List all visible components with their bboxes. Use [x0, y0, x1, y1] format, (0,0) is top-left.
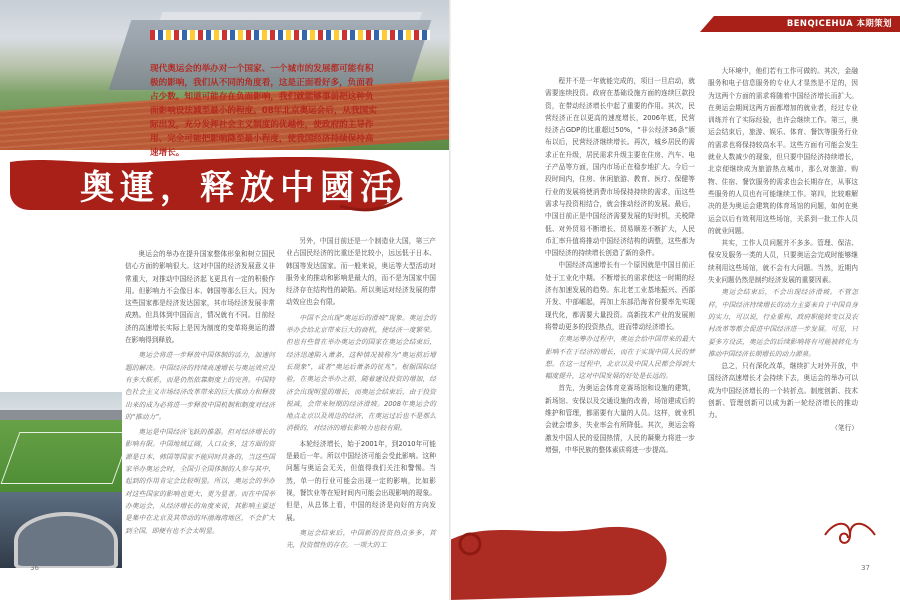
dome-photo: [0, 492, 122, 568]
page-number-left: 36: [30, 564, 39, 572]
paragraph: 奥运会结束后，不会出现经济滑坡。不管怎样，中国经济持续增长的动力主要来自于中国自身的实力，可以说，行业重构、政府职能转变以及农村改革等都会促进中国经济进一步发展。可见，只要多方设法，奥运会的后续影响将有可能被转化为推动中国经济长期增长的动力源泉。: [708, 288, 858, 358]
red-swoosh-decoration: [450, 500, 670, 600]
paragraph: 奥运会结束后，中国新的投资热点多多，首先，投资惯性的存在。一项大的工: [286, 528, 436, 550]
right-column-1: [545, 75, 695, 456]
left-column-2: [286, 232, 436, 551]
page-spine: [449, 0, 451, 600]
paragraph: 程并不是一年就能完成的，项目一旦启动，就需要连续投资。政府在基础设施方面的连续巨款投资，在带动经济增长中起了重要的作用。其次，民营经济正在以更高的速度增长，2006年底，民营经济占GDP的比重超过50%，“非公经济36条”颁布以后，民营经济继续增长。再次，城乡居民的需求正在升级，居民需求升级主要在住房、汽车、电子产品等方面，国内市场正在稳步地扩大。今后一段时间内，住房、休闲旅游、教育、医疗、保健等行业的发展将使消费市场保持持续的需求，而这些需求与投资相结合，就会推动经济的发展。最后，中国目前正是中国经济需要发展的好时机，关税降低、对外贸易不断增长、贸易顺差不断扩大，人民币汇率升值将推动中国经济结构的调整，这些都为中国经济的持续增长创造了新的条件。: [545, 77, 695, 258]
field-photo: [0, 392, 122, 492]
page-number-right: 37: [861, 564, 870, 572]
paragraph: 奥运会的举办在提升国家整体形象和树立国民信心方面的影响很大。这对中国的经济发展意义非常重大，对推动中国经济起飞更具有一定的积极作用。但影响力不会像日本、韩国等那么巨大。因为这些国家都是经济发达国家，其市场经济发展非常成熟。但具体到中国而言，情况就有不同。目前经济的高速增长实际上是因为制度的变革将奥运的潜在影响得到释放。: [125, 250, 275, 345]
paragraph: （笔行）: [831, 423, 858, 432]
article-title: 奥運，释放中國活力: [80, 168, 440, 208]
right-page: [450, 0, 900, 600]
paragraph: 在奥运筹办过程中，奥运会给中国带来的最大影响不在于经济的增长，而在于实现中国人民的梦想。在这一过程中，北京以及中国人民都会得到大幅度提升，这对中国发展的好处是长远的。: [545, 335, 695, 381]
intro-text: 现代奥运会的举办对一个国家、一个城市的发展都可能有积极的影响，我们从不同的角度看，这是正面看好多，负面看占少数。知道可能存在负面影响，我们就能够事前把这种负面影响设法减至最小的程度。08年北京奥运会后，从我国实际出发，充分发挥社会主义制度的优越性，使政府的主导作用、完全可能把影响降至最小程度，使我国经济持续保持高速增长。: [150, 64, 377, 158]
curl-ornament: [820, 520, 880, 550]
paragraph: 其实，工作人员问题并不多多。管理、保洁、保安及服务一类的人员，只要奥运会完成时能够继续利用这些场馆，就不会有大问题。当然，近期内失业问题仍然是制约经济发展的重要因素。: [708, 239, 858, 285]
paragraph: 大环境中，他们若有工作可做的。其次，金融服务和电子信息服务的专业人才显然是不足的，因为这两个方面的需求将随着中国经济增长而扩大。在奥运会期间这两方面都增加的就业者，经过专业训练并有了实际经验，也许会继续工作。第三，奥运会结束后，旅游、娱乐、体育、餐饮等服务行业的需求也将保持较高水平。这些方面有可能会发生就业人数减少的现象，但只要中国经济持续增长，北京便继续成为旅游热点城市，那么对旅游、购物、住宿、餐饮服务的需求也会长期存在，从事这些服务的人员也有可能继续工作。第四，比较难解决的是为奥运会建筑的体育场馆的问题，如何在奥运会以后有效利用这些场馆，关系到一批工作人员的就业问题。: [708, 67, 858, 235]
paragraph: 另外，中国目前还是一个制造业大国，第三产业占国民经济的比重还是比较小，远远低于日本、韩国等发达国家。而一般来说，奥运等大型活动对服务业的推动和影响是最大的，而不是为国家中国经济存在结构性的缺陷。所以奥运对经济发展的带动效应也会有限。: [286, 237, 436, 307]
right-column-2: [708, 65, 858, 434]
paragraph: 奥运会将进一步释放中国体制的活力，加速问题的解决。中国经济的持续高速增长与奥运效应没有多大联系，而是仍然依靠制度上的完善。中国特色社会主义市场经济改革带来的巨大推动力和释放出来的成为必将进一步释放中国机制和制度对经济的“推动力”。: [125, 351, 275, 421]
paragraph: 中国不会出现“奥运后的滑坡”现象。奥运会的举办会给北京带来巨大的商机，使经济一度繁荣。但也有些曾在举办奥运会的国家在奥运会结束后，经济迅速陷入萧条，这种情况被称为“奥运前后增长现象”，或者“奥运后萧条的征兆”。根据国际经验，在奥运会举办之前，随着建设投资的增加，经济会出现明显的增长，而奥运会结束后，由于投资锐减，会带来短期的经济滑坡。2008年奥运会的地点北京以及周边的经济，在奥运过后也不是那么消极的，对经济的增长影响力也较有限。: [286, 313, 436, 433]
paragraph: 奥运是中国经济飞跃的推器。但对经济增长的影响有限。中国地域辽阔，人口众多，这方面的资源是日本、韩国等国家不能同时具备的，当这些国家举办奥运会时，全国引全国体制的人参与其中，起到的作用肯定会比较明显。所以，奥运会的举办对这些国家的影响也更大、更为显著。而在中国举办奥运会，从经济增长的角度来说，其影响主要还是集中在北京及其带动的环渤海湾地区，不会扩大到全国，即便有也不会太明显。: [125, 428, 275, 535]
section-header-label: BENQICEHUA 本期策划: [786, 18, 892, 28]
paragraph: 总之，只有深化改革，继续扩大对外开放，中国经济高速增长才会持续下去，奥运会的举办可以成为中国经济增长的一个转折点。制度创新、技术创新、管理创新可以成为新一轮经济增长的推动力。: [708, 362, 858, 420]
paragraph: 首先，为奥运会体育竞赛场馆和设施的建筑，新场馆、安保以及交通设施的改善，场馆建成后的维护和管理，都需要有大量的人员。这样，就业机会就会增多，失业率会有所降低。其次，奥运会将激发中国人民的爱国热情，人民的凝聚力将进一步增强，中华民族的整体素质将进一步提高。: [545, 384, 695, 454]
left-column-1: [125, 245, 275, 537]
paragraph: 中国经济高速增长有一个原因就是中国目前正处于工业化中期。不断增长的需求使这一时期的经济有加速发展的趋势。东北老工业基地振兴、西部开发、中部崛起，再加上东部沿海省份要率先实现现代化，都需要大量投资。高新技术产业的发展则将带动更多的投资热点，进而带动经济增长。: [545, 261, 695, 331]
paragraph: 本轮经济增长，始于2001年，到2010年可能是最后一年。所以中国经济可能会受此影响。这种问题与奥运会无关，但值得我们关注和警惕。当然，单一的行业可能会出现一定的影响，比如影视，餐饮业等在短时间内可能会出现影响的现象。但是，从总体上看，中国的经济是向好的方向发展。: [286, 439, 436, 522]
